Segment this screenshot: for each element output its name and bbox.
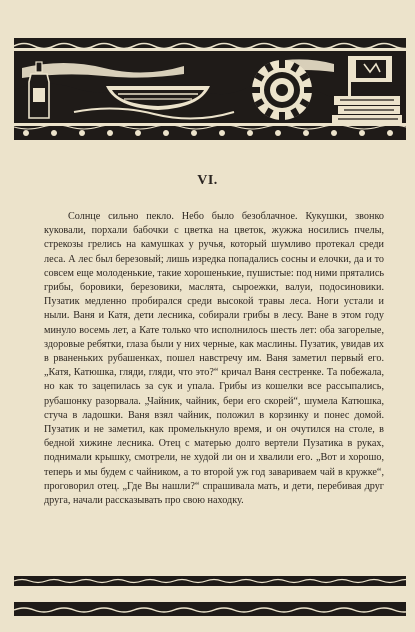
sun-gear-icon: [252, 60, 312, 120]
book-stack-icon: [332, 96, 402, 123]
story-paragraph: Солнце сильно пекло. Небо было безоблачное. Кукушки, звонко куковали, порхали бабочки с цветка на цветок, жужжа носились пчелы, стрекозы грелись на камушках у ручья, который шумливо протекал среди леса. А лес был березовый; лишь изредка попадались сосны и елочки, да и то совсем еще молоденькие, такие хорошенькие, пушистые: под ними прятались грибы, боровики, березовики, маслята, сыроежки, валуи, подосиновики. Пузатик медленно пробирался среди высокой травы леса. Ноги устали и ныли. Ваня и Катя, дети лесника, собирали грибы в лесу. Ване в этом году минуло восемь лет, а Кате только что исполнилось шесть лет: оба загорелые, здоровые ребятки, глаза были у них черные, как маслины. Пузатик, увидав их в рваненьких рубашенках, пошел навстречу им. Ваня заметил первый его. „Катя, Катюшка, гляди, гляди, что это?“ кричал Ваня сестренке. Та побежала, но как то зацепилась за сук и упала. Грибы из кошелки все рассыпались, рубашонку разорвала. „Чайник, чайник, бери его скорей“, шумела Катюшка, стуча в ладошки. Ваня взял чайник, положил в корзинку и понес домой. Пузатик и не заметил, как промелькнуло время, и он очутился на столе, в бедной хижине лесника. Отец с матерью долго вертели Пузатика в руках, поднимали крышку, смотрели, не худой ли он и хвалили его. „Вот и хорошо, теперь и мы будем с чайником, а то второй уж год завариваем чай в кружке“, проговорил отец. „Где Вы нашли?“ спрашивала мать, и дети, перебивая друг друга, начали рассказывать про свою находку.: [44, 211, 384, 507]
chapter-number: VI.: [197, 173, 218, 188]
bottom-ornament: [14, 570, 406, 622]
top-ornament: [14, 38, 406, 140]
